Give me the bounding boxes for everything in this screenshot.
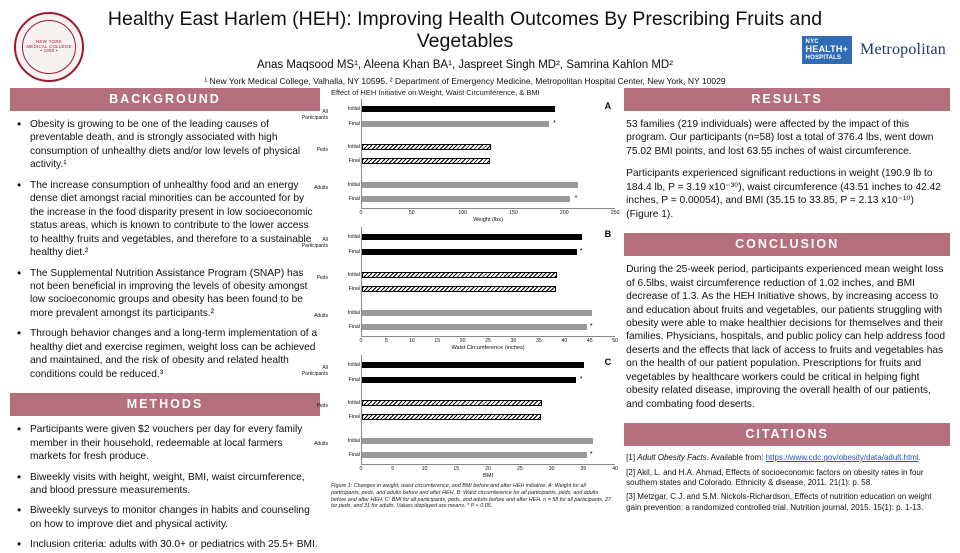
- x-tick: 10: [408, 338, 415, 344]
- x-tick: 25: [516, 466, 523, 472]
- college-seal-icon: [14, 12, 84, 82]
- methods-bullet-list: [12, 423, 318, 552]
- poster-columns: [10, 88, 950, 551]
- section-heading-results: RESULTS: [624, 88, 950, 111]
- nyc-logo-text: NYC: [805, 39, 819, 45]
- bar-row-label: Initial: [347, 144, 360, 150]
- background-body: [10, 118, 320, 381]
- list-item: • Inclusion criteria: adults with 30.0+ or pediatrics with 25.5+ BMI.: [28, 538, 318, 551]
- panel-letter-c: C: [604, 357, 612, 367]
- bar-row-label: Final: [348, 452, 360, 458]
- bar-row-label: Initial: [347, 310, 360, 316]
- bar-a-adults-final: [362, 196, 570, 202]
- bar-row-label: Final: [348, 196, 360, 202]
- metropolitan-logo: Metropolitan: [860, 41, 946, 59]
- list-item: • Through behavior changes and a long-term implementation of a healthy diet and exercise regimen, weight loss can be achieved and maintained, and the risk of obesity and related health conditions could be reduced.³: [28, 327, 318, 381]
- x-tick: 40: [612, 466, 619, 472]
- figure-caption: Figure 1: Changes in weight, waist circumference, and BMI before and after HEH initiative. A: Weight for all participants, peds, and adults before and after HEH. B: Waist circumference for all participants, peds, and adults before and after HEH. C: BMI for all participants, peds, and adults before and after HEH. n = 58 for all participants, 27 for peds, and 31 for adults. Values displayed are means. * P < 0.05.: [330, 483, 611, 510]
- x-tick: 35: [536, 338, 542, 344]
- bar-row-label: Final: [348, 377, 360, 383]
- bar-row-label: Final: [348, 158, 360, 164]
- bar-a-peds-final: [362, 158, 490, 164]
- group-label-all-participants: All Participants: [301, 109, 328, 121]
- x-tick: 35: [580, 466, 587, 472]
- chart-panel-a: [301, 99, 620, 223]
- bar-c-peds-initial: [362, 400, 542, 406]
- bar-a-peds-initial: [362, 144, 491, 150]
- bar-row-label: Initial: [347, 234, 360, 240]
- x-tick: 250: [610, 210, 620, 216]
- background-bullet-list: [12, 118, 318, 381]
- logo-group: [802, 36, 946, 64]
- group-label-adults: Adults: [314, 185, 328, 191]
- methods-body: [10, 423, 320, 552]
- bar-row-label: Final: [348, 414, 360, 420]
- x-tick: 0: [359, 466, 363, 472]
- column-right: [624, 88, 950, 532]
- bar-b-all-final: [362, 249, 577, 255]
- x-axis-label-a: Weight (lbs): [473, 217, 503, 223]
- citation-item: [3] Metzgar, C.J. and S.M. Nickols-Richardson, Effects of nutrition education on weight gain prevention: a randomized controlled trial. Nutrition journal, 2015. 15(1): p. 1-13.: [626, 492, 932, 512]
- chart-panel-b: [301, 227, 619, 351]
- x-tick: 10: [421, 466, 428, 472]
- college-seal-text: NEW YORK MEDICAL COLLEGE • 1860 •: [22, 20, 76, 74]
- bar-row-label: Initial: [347, 362, 360, 368]
- chart-title: Effect of HEH Initiative on Weight, Waist Circumference, & BMI: [330, 88, 540, 97]
- bar-c-all-final: [362, 377, 576, 383]
- page-title: Healthy East Harlem (HEH): Improving Health Outcomes By Prescribing Fruits and Vegetables: [107, 8, 823, 53]
- x-axis-ticks-b: [359, 337, 619, 346]
- section-heading-citations: CITATIONS: [624, 423, 950, 446]
- citation-item: [2] Akil, L. and H.A. Ahmad, Effects of socioeconomic factors on obesity rates in four southern states and Colorado. Ethnicity & disease, 2011. 21(1): p. 58.: [626, 467, 924, 487]
- x-tick: 30: [548, 466, 555, 472]
- x-tick: 20: [459, 338, 466, 344]
- section-heading-methods: METHODS: [10, 393, 320, 416]
- group-label-peds: Peds: [316, 147, 328, 153]
- nyc-health-hospitals-logo: [802, 36, 853, 64]
- conclusion-paragraph: During the 25-week period, participants experienced mean weight loss of 6.5lbs, waist circumference reduction of 1.02 inches, and BMI decrease of 1.3. As the HEH Initiative shows, by increasing access to and education about fruits and vegetables, our patients struggling with obesity were able to make healthier decisions for themselves and their families. Physicians, hospitals, and public policy can help address food deserts and the effects that lack of access to fruits and vegetables has on the health of our patient population. Prescriptions for fruits and vegetables by healthcare workers could be critical in helping fight obesity related disease, improving the overall health of our patients, and combating food deserts.: [626, 264, 945, 410]
- x-tick: 15: [453, 466, 460, 472]
- list-item: • Participants were given $2 vouchers per day for every family member in their household, redeemable at local farmers markets for fresh produce.: [28, 423, 318, 463]
- x-tick: 50: [612, 338, 619, 344]
- bar-row-label: Initial: [347, 106, 360, 112]
- x-axis-label-c: BMI: [483, 473, 494, 479]
- x-tick: 200: [560, 210, 569, 216]
- panel-letter-a: A: [604, 101, 612, 111]
- bar-row-label: Final: [348, 286, 360, 292]
- bar-b-adults-final: [362, 324, 587, 330]
- bar-b-all-initial: [362, 234, 582, 240]
- bar-c-adults-initial: [362, 438, 593, 444]
- results-paragraph: Participants experienced significant reductions in weight (190.9 lb to 184.4 lb, P = 3.19 x10⁻³⁰), waist circumference (43.51 inches to 42.42 inches, P = 0.00054), and BMI (35.15 to 33.85, P = 2.13 x10⁻¹⁰) (Figure 1).: [626, 168, 941, 220]
- x-tick: 150: [509, 210, 518, 216]
- citations-body: [624, 453, 950, 513]
- group-label-peds: Peds: [316, 403, 328, 409]
- bar-row-label: Initial: [347, 400, 360, 406]
- group-label-all-participants: All Participants: [301, 365, 328, 377]
- significance-star: *: [579, 376, 583, 383]
- bar-c-peds-final: [362, 414, 541, 420]
- panel-letter-b: B: [604, 229, 612, 239]
- group-label-adults: Adults: [314, 441, 328, 447]
- significance-star: *: [553, 120, 556, 127]
- x-tick: 5: [391, 466, 395, 472]
- bar-c-adults-final: [362, 452, 587, 458]
- significance-star: *: [574, 195, 578, 202]
- x-tick: 0: [359, 210, 363, 216]
- bar-row-label: Final: [348, 249, 360, 255]
- x-tick: 100: [458, 210, 467, 216]
- x-tick: 20: [485, 466, 491, 472]
- bar-row-label: Final: [348, 121, 360, 127]
- x-axis-ticks-c: [359, 465, 619, 474]
- bar-b-adults-initial: [362, 310, 592, 316]
- list-item: • The Supplemental Nutrition Assistance Program (SNAP) has not been beneficial in improving the levels of obesity amongst low socioeconomic groups and obesity has been found to be more prevalent amongst its participants.²: [28, 267, 318, 321]
- column-middle-figure: [301, 88, 620, 532]
- x-tick: 40: [561, 338, 568, 344]
- chart-panel-c: [301, 355, 619, 479]
- bar-c-all-initial: [362, 362, 584, 368]
- bar-a-all-final: [362, 121, 549, 127]
- bar-row-label: Initial: [347, 272, 360, 278]
- bar-row-label: Initial: [347, 438, 360, 444]
- x-axis-label-b: Waist Circumference (inches): [451, 345, 525, 351]
- x-tick: 15: [434, 338, 441, 344]
- bar-a-adults-initial: [362, 182, 578, 188]
- section-heading-background: BACKGROUND: [10, 88, 320, 111]
- x-tick: 25: [485, 338, 491, 344]
- affiliations: ¹ New York Medical College, Valhalla, NY 10595. ² Department of Emergency Medicine, Metropolitan Hospital Center, New York, NY 10029: [204, 75, 726, 86]
- list-item: • Obesity is growing to be one of the leading causes of preventable death, and is strongly associated with high consumption of unhealthy diets and/or low levels of physical activity.¹: [28, 118, 318, 172]
- list-item: • The increase consumption of unhealthy food and an energy dense diet amongst racial minorities can be accounted for by the increase in the food disparity present in low socioeconomic status areas, which is known to contribute to the lower access to healthy fruits and vegetables, and therefore to a sustainable healthy diet.²: [28, 179, 318, 260]
- significance-star: *: [589, 451, 593, 458]
- list-item: • Biweekly visits with height, weight, BMI, waist circumference, and blood pressure measurements.: [28, 471, 318, 498]
- group-label-adults: Adults: [314, 313, 328, 319]
- group-label-all-participants: All Participants: [301, 237, 328, 249]
- bar-row-label: Final: [348, 324, 360, 330]
- results-body: [624, 118, 950, 221]
- x-tick: 5: [384, 338, 388, 344]
- author-list: Anas Maqsood MS¹, Aleena Khan BA¹, Jaspreet Singh MD², Samrina Kahlon MD²: [256, 58, 674, 71]
- group-label-peds: Peds: [316, 275, 328, 281]
- citation-link[interactable]: https://www.cdc.gov/obesity/data/adult.html: [765, 453, 919, 463]
- section-heading-conclusion: CONCLUSION: [624, 233, 950, 256]
- health-plus-text: HEALTH+: [805, 44, 849, 55]
- bar-b-peds-initial: [362, 272, 557, 278]
- conclusion-body: [624, 263, 950, 411]
- bar-b-peds-final: [362, 286, 556, 292]
- significance-star: *: [579, 248, 583, 255]
- citation-item: [1] Adult Obesity Facts. Available from: https://www.cdc.gov/obesity/data/adult.html.: [626, 453, 921, 463]
- list-item: • Biweekly surveys to monitor changes in habits and counseling on how to improve diet and physical activity.: [28, 504, 318, 531]
- x-tick: 30: [510, 338, 517, 344]
- x-tick: 50: [408, 210, 415, 216]
- hospitals-text: HOSPITALS: [805, 54, 842, 61]
- significance-star: *: [589, 323, 593, 330]
- poster-header: [10, 6, 950, 84]
- bar-a-all-initial: [362, 106, 555, 112]
- results-paragraph: 53 families (219 individuals) were affected by the impact of this program. Our participants (n=58) lost a total of 376.4 lbs, went down 75.02 BMI points, and lost 63.55 inches of waist circumference.: [626, 119, 934, 157]
- citation-title: Adult Obesity Facts: [637, 453, 707, 463]
- column-left: [10, 88, 320, 551]
- x-tick: 45: [586, 338, 593, 344]
- x-axis-ticks-a: [359, 209, 620, 218]
- bar-row-label: Initial: [347, 182, 360, 188]
- x-tick: 0: [359, 338, 363, 344]
